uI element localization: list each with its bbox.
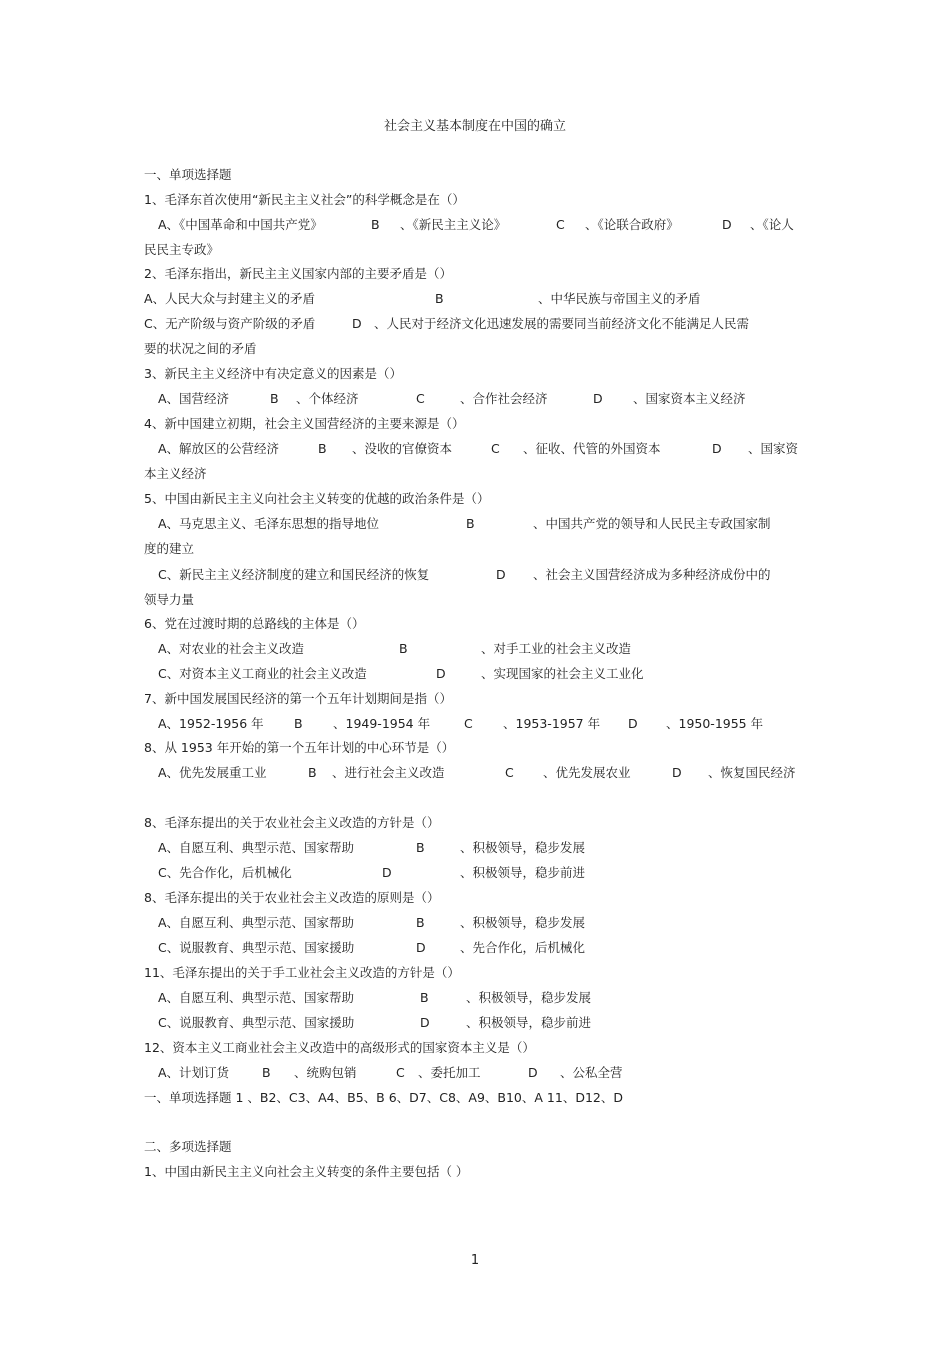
option-text: 、公私全营 [560,1065,623,1080]
option-text: A、人民大众与封建主义的矛盾 [144,291,316,306]
option-text: 、《论联合政府》 [585,217,679,232]
option-text: A、对农业的社会主义改造 [158,641,305,656]
document-title: 社会主义基本制度在中国的确立 [383,119,566,134]
option-text: 、社会主义国营经济成为多种经济成份中的 [533,567,771,582]
option-text: 、国家资 [748,441,799,456]
option-text: 、积极领导，稳步前进 [466,1015,592,1030]
option-text: 、1953-1957 年 [503,716,601,731]
option-text: 、合作社会经济 [460,391,548,406]
option-text: B [420,990,429,1005]
option-text: B [466,516,475,531]
option-text: D [420,1015,430,1030]
text-line: 7、新中国发展国民经济的第一个五年计划期间是指（） [144,691,452,706]
option-text: C [491,441,500,456]
option-text: 、委托加工 [418,1065,481,1080]
text-line: 1、中国由新民主主义向社会主义转变的条件主要包括（ ） [144,1164,469,1179]
option-text: C、对资本主义工商业的社会主义改造 [158,666,367,681]
option-text: D [628,716,638,731]
option-text: 、优先发展农业 [543,765,631,780]
option-text: B [399,641,408,656]
option-text: 、积极领导，稳步前进 [460,865,586,880]
option-text: C [396,1065,405,1080]
option-text: D [382,865,392,880]
text-line: 一、单项选择题 [144,167,232,182]
option-text: A、马克思主义、毛泽东思想的指导地位 [158,516,380,531]
option-text: 、恢复国民经济 [708,765,796,780]
option-text: A、优先发展重工业 [158,765,267,780]
option-text: 、征收、代管的外国资本 [523,441,661,456]
option-text: D [593,391,603,406]
option-text: 、《论人 [750,217,794,232]
option-text: A、1952-1956 年 [158,716,264,731]
option-text: A、计划订货 [158,1065,230,1080]
text-line: 8、毛泽东提出的关于农业社会主义改造的方针是（） [144,815,440,830]
option-text: C [556,217,565,232]
text-line: 要的状况之间的矛盾 [144,341,257,356]
option-text: A、《中国革命和中国共产党》 [158,217,323,232]
option-text: 、1950-1955 年 [666,716,764,731]
option-text: 、中华民族与帝国主义的矛盾 [538,291,701,306]
option-text: C、说服教育、典型示范、国家援助 [158,940,355,955]
option-text: C [505,765,514,780]
option-text: 、个体经济 [296,391,359,406]
option-text: B [416,915,425,930]
text-line: 11、毛泽东提出的关于手工业社会主义改造的方针是（） [144,965,460,980]
option-text: B [262,1065,271,1080]
option-text: B [416,840,425,855]
option-text: B [435,291,444,306]
text-line: 12、资本主义工商业社会主义改造中的高级形式的国家资本主义是（） [144,1040,535,1055]
option-text: 、《新民主主义论》 [400,217,507,232]
option-text: D [496,567,506,582]
option-text: C [464,716,473,731]
option-text: 、实现国家的社会主义工业化 [481,666,644,681]
option-text: 、中国共产党的领导和人民民主专政国家制 [533,516,771,531]
option-text: B [270,391,279,406]
text-line: 一、单项选择题 1 、B2、C3、A4、B5、B 6、D7、C8、A9、B10、A 11、D12、D [144,1090,623,1105]
text-line: 2、毛泽东指出，新民主主义国家内部的主要矛盾是（） [144,266,452,281]
option-text: D [722,217,732,232]
option-text: 、积极领导，稳步发展 [466,990,592,1005]
option-text: C [416,391,425,406]
text-line: 民民主专政》 [144,242,220,257]
option-text: B [294,716,303,731]
option-text: 、1949-1954 年 [333,716,431,731]
option-text: D [416,940,426,955]
option-text: B [308,765,317,780]
option-text: C、说服教育、典型示范、国家援助 [158,1015,355,1030]
option-text: B [371,217,380,232]
text-line: 度的建立 [144,541,195,556]
option-text: 、积极领导，稳步发展 [460,915,586,930]
text-line: 本主义经济 [144,466,207,481]
option-text: A、解放区的公营经济 [158,441,280,456]
option-text: 、没收的官僚资本 [352,441,453,456]
option-text: C、新民主主义经济制度的建立和国民经济的恢复 [158,567,430,582]
option-text: 、统购包销 [294,1065,357,1080]
option-text: 、人民对于经济文化迅速发展的需要同当前经济文化不能满足人民需 [374,316,750,331]
text-line: 4、新中国建立初期，社会主义国营经济的主要来源是（） [144,416,465,431]
text-line: 6、党在过渡时期的总路线的主体是（） [144,616,365,631]
option-text: A、自愿互利、典型示范、国家帮助 [158,990,355,1005]
text-line: 8、从 1953 年开始的第一个五年计划的中心环节是（） [144,740,455,755]
text-line: 5、中国由新民主主义向社会主义转变的优越的政治条件是（） [144,491,490,506]
option-text: D [352,316,362,331]
option-text: D [672,765,682,780]
text-line: 领导力量 [144,592,195,607]
text-line: 1、毛泽东首次使用“新民主主义社会”的科学概念是在（） [144,192,465,207]
option-text: B [318,441,327,456]
option-text: A、国营经济 [158,391,230,406]
option-text: A、自愿互利、典型示范、国家帮助 [158,840,355,855]
option-text: D [528,1065,538,1080]
option-text: C、先合作化，后机械化 [158,865,292,880]
option-text: 、积极领导，稳步发展 [460,840,586,855]
text-line: 3、新民主主义经济中有决定意义的因素是（） [144,366,402,381]
option-text: 、先合作化，后机械化 [460,940,586,955]
option-text: 、国家资本主义经济 [633,391,746,406]
option-text: 、进行社会主义改造 [332,765,445,780]
text-line: 8、毛泽东提出的关于农业社会主义改造的原则是（） [144,890,440,905]
option-text: 、对手工业的社会主义改造 [481,641,632,656]
option-text: D [712,441,722,456]
option-text: A、自愿互利、典型示范、国家帮助 [158,915,355,930]
option-text: D [436,666,446,681]
option-text: C、无产阶级与资产阶级的矛盾 [144,316,316,331]
page-number: 1 [470,1253,480,1268]
text-line: 二、多项选择题 [144,1139,232,1154]
